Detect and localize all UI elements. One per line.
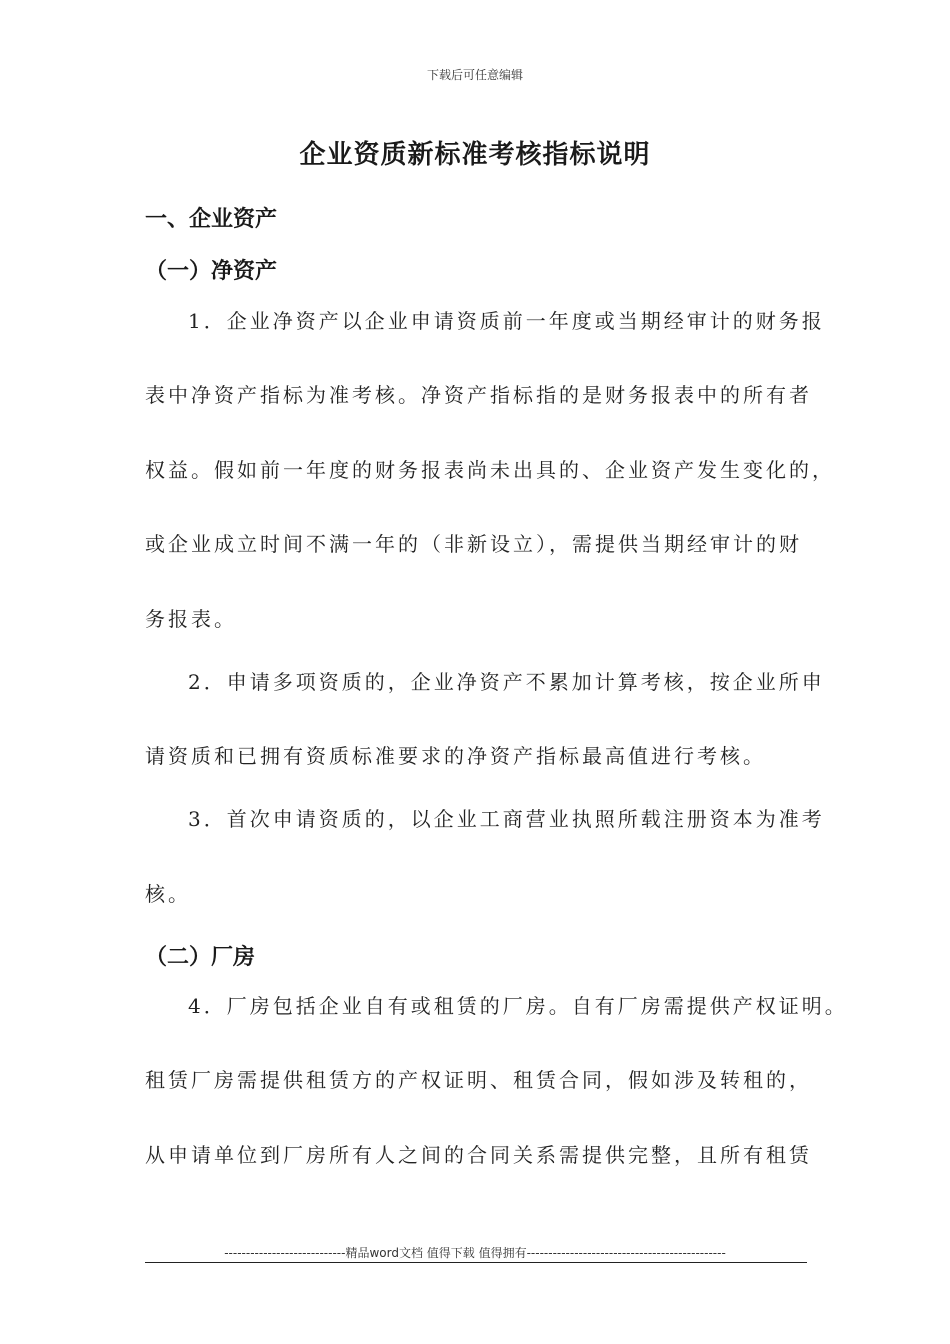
paragraph-line: 表中净资产指标为准考核。净资产指标指的是财务报表中的所有者: [145, 383, 812, 407]
subsection-heading-factory: （二）厂房: [145, 945, 256, 970]
paragraph-line: 3．首次申请资质的，以企业工商营业执照所载注册资本为准考: [188, 807, 825, 831]
paragraph-line: 4．厂房包括企业自有或租赁的厂房。自有厂房需提供产权证明。: [188, 994, 848, 1018]
paragraph-line: 或企业成立时间不满一年的（非新设立），需提供当期经审计的财: [145, 532, 802, 556]
footer-note: ----------------------------精品word文档 值得下载 值得拥有----------------------------------------------: [224, 1246, 726, 1260]
header-note: 下载后可任意编辑: [426, 68, 523, 82]
paragraph-line: 权益。假如前一年度的财务报表尚未出具的、企业资产发生变化的，: [145, 458, 835, 482]
document-title: 企业资质新标准考核指标说明: [299, 140, 651, 170]
paragraph-line: 1．企业净资产以企业申请资质前一年度或当期经审计的财务报: [188, 309, 825, 333]
paragraph-line: 核。: [145, 882, 191, 906]
footer-rule: [145, 1262, 807, 1263]
paragraph-line: 从申请单位到厂房所有人之间的合同关系需提供完整，且所有租赁: [145, 1143, 812, 1167]
paragraph-line: 请资质和已拥有资质标准要求的净资产指标最高值进行考核。: [145, 744, 766, 768]
paragraph-line: 2．申请多项资质的，企业净资产不累加计算考核，按企业所申: [188, 670, 825, 694]
paragraph-line: 务报表。: [145, 607, 237, 631]
section-heading-assets: 一、企业资产: [145, 207, 278, 232]
subsection-heading-net-assets: （一）净资产: [145, 259, 278, 284]
paragraph-line: 租赁厂房需提供租赁方的产权证明、租赁合同，假如涉及转租的，: [145, 1068, 812, 1092]
